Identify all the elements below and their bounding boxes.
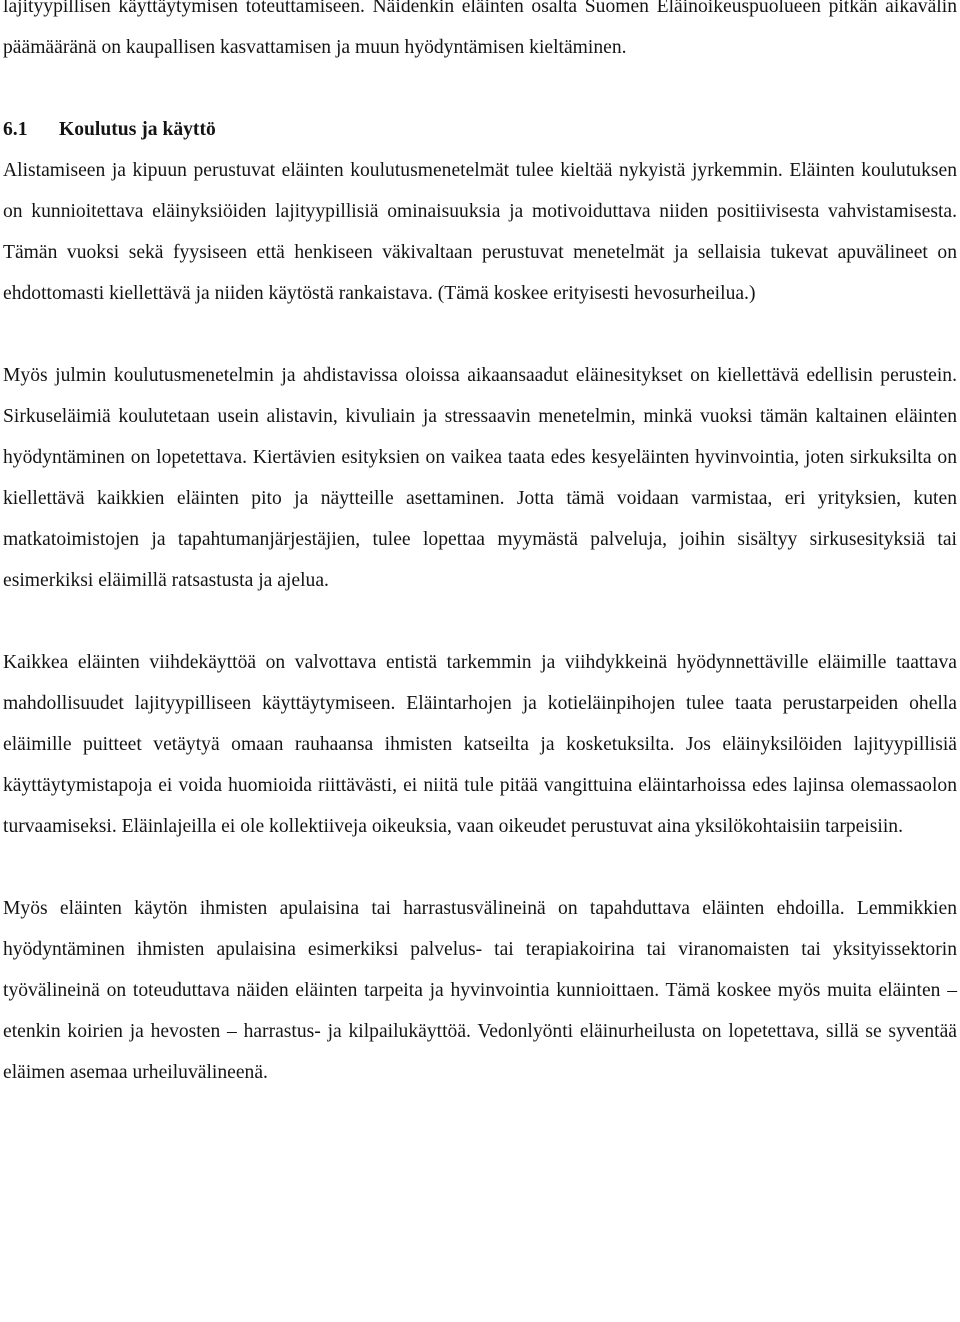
section-title: Koulutus ja käyttö: [59, 119, 216, 140]
paragraph-spacer: [3, 314, 957, 355]
body-paragraph: Kaikkea eläinten viihdekäyttöä on valvottava entistä tarkemmin ja viihdykkeinä hyödynnettäville eläimille taattava mahdollisuudet lajityypilliseen käyttäytymiseen. Eläintarhojen ja kotieläinpihojen tulee taata perustarpeiden ohella eläimille puitteet vetäytyä omaan rauhaansa ihmisten katseilta ja kosketuksilta. Jos eläinyksilöiden lajityypillisiä käyttäytymistapoja ei voida huomioida riittävästi, ei niitä tule pitää vangittuina eläintarhoissa edes lajinsa olemassaolon turvaamiseksi. Eläinlajeilla ei ole kollektiiveja oikeuksia, vaan oikeudet perustuvat aina yksilökohtaisiin tarpeisiin.: [3, 652, 957, 837]
section-heading: [3, 109, 957, 150]
paragraph-spacer: [3, 68, 957, 109]
body-paragraph: Myös eläinten käytön ihmisten apulaisina tai harrastusvälineinä on tapahduttava eläinten ehdoilla. Lemmikkien hyödyntäminen ihmisten apulaisina esimerkiksi palvelus- tai terapiakoirina tai viranomaisten tai yksityissektorin työvälineinä on toteuduttava näiden eläinten tarpeita ja hyvinvointia kunnioittaen. Tämä koskee myös muita eläinten – etenkin koirien ja hevosten – harrastus- ja kilpailukäyttöä. Vedonlyönti eläinurheilusta on lopetettava, sillä se syventää eläimen asemaa urheiluvälineenä.: [3, 898, 957, 1083]
section-number: 6.1: [3, 119, 28, 140]
document-page: [3, 0, 957, 1093]
body-paragraph: Alistamiseen ja kipuun perustuvat eläinten koulutusmenetelmät tulee kieltää nykyistä jyrkemmin. Eläinten koulutuksen on kunnioitettava eläinyksiöiden lajityypillisiä ominaisuuksia ja motivoiduttava niiden positiivisesta vahvistamisesta. Tämän vuoksi sekä fyysiseen että henkiseen väkivaltaan perustuvat menetelmät ja sellaisia tukevat apuvälineet on ehdottomasti kiellettävä ja niiden käytöstä rankaistava. (Tämä koskee erityisesti hevosurheilua.): [3, 160, 957, 304]
body-paragraph: Myös julmin koulutusmenetelmin ja ahdistavissa oloissa aikaansaadut eläinesitykset on kiellettävä edellisin perustein. Sirkuseläimiä koulutetaan usein alistavin, kivuliain ja stressaavin menetelmin, minkä vuoksi tämän kaltainen eläinten hyödyntäminen on lopetettava. Kiertävien esityksien on vaikea taata edes kesyeläinten hyvinvointia, joten sirkuksilta on kiellettävä kaikkien eläinten pito ja näytteille asettaminen. Jotta tämä voidaan varmistaa, eri yrityksien, kuten matkatoimistojen ja tapahtumanjärjestäjien, tulee lopettaa myymästä palveluja, joihin sisältyy sirkusesityksiä tai esimerkiksi eläimillä ratsastusta ja ajelua.: [3, 365, 957, 591]
intro-paragraph: lajityypillisen käyttäytymisen toteuttamiseen. Näidenkin eläinten osalta Suomen Eläinoikeuspuolueen pitkän aikavälin päämääränä on kaupallisen kasvattamisen ja muun hyödyntämisen kieltäminen.: [3, 0, 957, 58]
paragraph-spacer: [3, 601, 957, 642]
paragraph-spacer: [3, 847, 957, 888]
